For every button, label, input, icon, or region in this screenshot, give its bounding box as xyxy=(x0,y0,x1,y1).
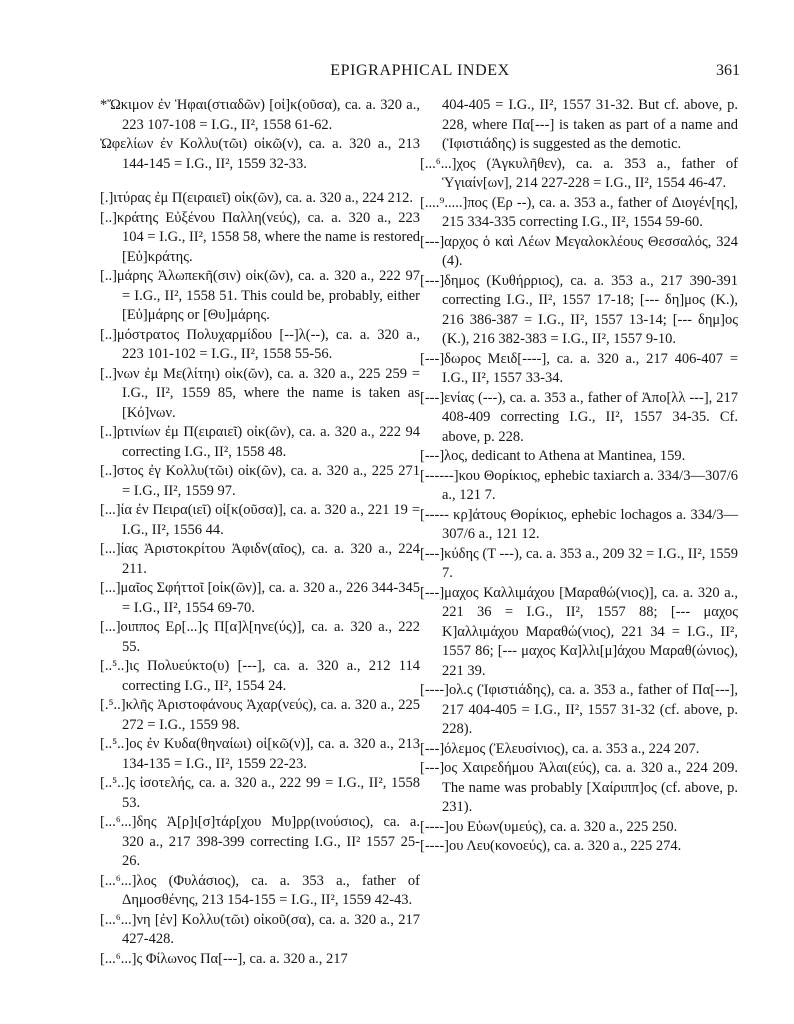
index-entry: [..]στος ἐγ Κολλυ(τῶι) οἰκ(ῶν), ca. a. 320 a., 225 271 = I.G., II², 1559 97. xyxy=(100,463,420,499)
index-entry: [---]ενίας (---), ca. a. 353 a., father of Ἀπο[λλ ---], 217 408-409 correcting I.G., II², 1557 34-35. Cf. above, p. 228. xyxy=(420,389,738,445)
index-entry: [----]ου Εὐων(υμεύς), ca. a. 320 a., 225 250. xyxy=(420,818,678,835)
index-entry: [..⁵..]ις Πολυεύκτο(υ) [---], ca. a. 320 a., 212 114 correcting I.G., II², 1554 24. xyxy=(100,658,420,694)
index-entry: [---]όλεμος (Ἐλευσίνιος), ca. a. 353 a., 224 207. xyxy=(420,740,700,757)
index-entry: [..]νων ἐμ Με(λίτηι) οἰκ(ῶν), ca. a. 320 a., 225 259 = I.G., II², 1559 85, where the name is taken as [Κό]νων. xyxy=(100,365,420,421)
index-entry: [.⁵..]κλῆς Ἀριστοφάνους Ἀχαρ(νεύς), ca. a. 320 a., 225 272 = I.G., 1559 98. xyxy=(100,697,420,733)
index-entry: [----- κρ]άτους Θορίκιος, ephebic lochagos a. 334/3—307/6 a., 121 12. xyxy=(420,506,738,542)
index-entry: [---]ος Χαιρεδήμου Ἁλαι(εύς), ca. a. 320 a., 224 209. The name was probably [Χαίριππ]ος (cf. above, p. 231). xyxy=(420,760,738,815)
index-entry: *Ὤκιμον ἐν Ἡφαι(στιαδῶν) [οἰ]κ(οῦσα), ca. a. 320 a., 223 107-108 = I.G., II², 1558 61-62. xyxy=(100,97,420,133)
index-entry: [...⁶...]νη [ἐν] Κολλυ(τῶι) οἰκοῦ(σα), ca. a. 320 a., 217 427-428. xyxy=(100,911,420,947)
index-entry: [..]κράτης Εὐξένου Παλλη(νεύς), ca. a. 320 a., 223 104 = I.G., II², 1558 58, where the name is restored [Εὐ]κράτης. xyxy=(100,209,421,265)
index-entry: [---]δωρος Μειδ[----], ca. a. 320 a., 217 406-407 = I.G., II², 1557 33-34. xyxy=(420,350,738,386)
left-column xyxy=(100,96,420,969)
index-entry: [..]μόστρατος Πολυχαρμίδου [--]λ(--), ca. a. 320 a., 223 101-102 = I.G., II², 1558 55-56. xyxy=(100,326,420,362)
page-number: 361 xyxy=(716,62,740,79)
index-entry: [----]ολ.ς (Ἰφιστιάδης), ca. a. 353 a., father of Πα[---], 217 404-405 = I.G., II², 1557 31-32 (cf. above, p. 228). xyxy=(420,682,738,737)
index-entry: [..]μάρης Ἀλωπεκῆ(σιν) οἰκ(ῶν), ca. a. 320 a., 222 97 = I.G., II², 1558 51. This could be, probably, either [Εὐ]μάρης or [Θυ]μάρης. xyxy=(100,268,420,323)
index-entry: [------]κου Θορίκιος, ephebic taxiarch a. 334/3—307/6 a., 121 7. xyxy=(420,467,738,503)
index-entry: [..⁵..]ς ἰσοτελής, ca. a. 320 a., 222 99 = I.G., II², 1558 53. xyxy=(100,775,420,811)
index-entry: Ὠφελίων ἐν Κολλυ(τῶι) οἰκῶ(ν), ca. a. 320 a., 213 144-145 = I.G., II², 1559 32-33. xyxy=(100,136,420,172)
index-entry: [---]κύδης (Τ ---), ca. a. 353 a., 209 32 = I.G., II², 1559 7. xyxy=(420,545,738,581)
index-entry-continued: 404-405 = I.G., II², 1557 31-32. But cf. above, p. 228, where Πα[---] is taken as part of a name and (Ἰφιστιάδης) is suggested as the demotic. xyxy=(442,97,738,152)
index-entry: [...⁶...]ς Φίλωνος Πα[---], ca. a. 320 a., 217 xyxy=(100,950,348,967)
index-entry: [...⁶...]χος (Ἀγκυλῆθεν), ca. a. 353 a., father of Ὑγιαίν[ων], 214 227-228 = I.G., II², 1554 46-47. xyxy=(420,155,738,191)
index-entry: [---]μαχος Καλλιμάχου [Μαραθώ(νιος)], ca. a. 320 a., 221 36 = I.G., II², 1557 88; [--- μαχος Κ]αλλιμάχου Μαραθώ(νιος), 221 34 = I.G., II², 1557 86; [--- μαχος Κα]λλι[μ]άχου Μαραθ(ώνιος), 221 39. xyxy=(420,584,738,679)
index-entry: [---]αρχος ὁ καὶ Λέων Μεγαλοκλέους Θεσσαλός, 324 (4). xyxy=(420,233,738,269)
index-entry: [...]μαῖος Σφήττοῖ [οἰκ(ῶν)], ca. a. 320 a., 226 344-345 = I.G., II², 1554 69-70. xyxy=(100,580,420,616)
index-entry: [..]ρτινίων ἐμ Π(ειραιεῖ) οἰκ(ῶν), ca. a. 320 a., 222 94 correcting I.G., II², 1558 48. xyxy=(100,424,420,460)
index-entry: [...]ία ἐν Πειρα(ιεῖ) οἰ[κ(οῦσα)], ca. a. 320 a., 221 19 = I.G., II², 1556 44. xyxy=(100,502,420,538)
index-entry: [...⁶...]λος (Φυλάσιος), ca. a. 353 a., father of Δημοσθένης, 213 154-155 = I.G., II², 1559 42-43. xyxy=(100,872,420,908)
index-entry: [...⁶...]δης Ἀ[ρ]ι[σ]τάρ[χου Μυ]ρρ(ινούσιος), ca. a. 320 a., 217 398-399 correcting I.G., II² 1557 25-26. xyxy=(100,814,420,869)
index-entry: [...]ίας Ἀριστοκρίτου Ἀφιδν(αῖος), ca. a. 320 a., 224 211. xyxy=(100,541,420,577)
right-column xyxy=(420,96,738,857)
index-entry: [----]ου Λευ(κονοεύς), ca. a. 320 a., 225 274. xyxy=(420,838,682,854)
index-entry: [.]ιτύρας ἐμ Π(ειραιεῖ) οἰκ(ῶν), ca. a. 320 a., 224 212. xyxy=(100,190,414,206)
running-title: EPIGRAPHICAL INDEX xyxy=(330,62,510,79)
page-header xyxy=(100,62,740,86)
index-entry: [---]δημος (Κυθήρριος), ca. a. 353 a., 217 390-391 correcting I.G., II², 1557 17-18; [--- δη]μος (Κ.), 216 386-387 = I.G., II², 1557 13-14; [--- δημ]ος (Κ.), 216 382-383 = I.G., II², 1557 9-10. xyxy=(420,272,738,347)
index-entry: [....⁹.....]πος (Ερ --), ca. a. 353 a., father of Διογέν[ης], 215 334-335 correcting I.G., II², 1554 59-60. xyxy=(420,194,738,230)
index-entry: [---]λος, dedicant to Athena at Mantinea, 159. xyxy=(420,448,686,464)
index-entry: [..⁵..]ος ἐν Κυδα(θηναίωι) οἰ[κῶ(ν)], ca. a. 320 a., 213 134-135 = I.G., II², 1559 22-23. xyxy=(100,736,420,772)
index-entry: [...]οιππος Ερ[...]ς Π[α]λ[ηνε(ύς)], ca. a. 320 a., 222 55. xyxy=(100,619,420,655)
